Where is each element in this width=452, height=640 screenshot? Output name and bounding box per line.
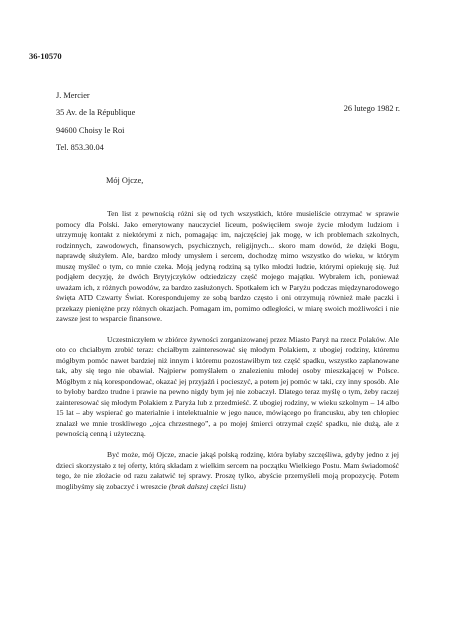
sender-city: 94600 Choisy le Roi: [56, 125, 125, 135]
letter-body: [56, 209, 399, 502]
paragraph-2: Uczestniczyłem w zbiórce żywności zorganizowanej przez Miasto Paryż na rzecz Polaków. Ale oto co chciałbym zrobić teraz: chciałbym zainteresować się młodym Polakiem, z ubogiej rodziny, któremu mógłbym pomóc nawet bardziej niż innym i któremu pozostawiłbym tez część spadku, wszystko zaplanowane tak, aby się tego nie obawiał. Najpierw pomyślałem o znalezieniu młodej osoby mieszkającej w Polsce. Mógłbym z nią korespondować, okazać jej przyjaźń i pocieszyć, a potem jej pomóc w taki, czy inny sposób. Ale to byłoby bardzo trudne i prawie na pewno nigdy bym jej nie zobaczył. Dlatego teraz myślę o tym, żeby raczej zainteresować się młodym Polakiem z Paryża lub z przedmieść. Z ubogiej rodziny, w wieku szkolnym – 14 albo 15 lat – aby wspierać go materialnie i intelektualnie w jego nauce, mówiącego po francusku, aby ten chłopiec znalazł we mnie troskliwego „ojca chrzestnego”, a po mojej śmierci otrzymał część spadku, nie dużą, ale z pewnością cenną i użyteczną.: [56, 334, 399, 439]
sender-phone: Tel. 853.30.04: [56, 142, 104, 152]
sender-name: J. Mercier: [56, 91, 90, 100]
paragraph-3-text: Być może, mój Ojcze, znacie jakąś polską rodzinę, która byłaby szczęśliwa, gdyby jedno z jej dzieci skorzystało z tej oferty, którą składam z wielkim sercem na początku Wielkiego Postu. Mam świadomość tego, że nie złożacie od razu załatwić tej sprawy. Proszę tylko, abyście przemyśleli moją propozycję. Potem moglibyśmy się zobaczyć i wreszcie: [56, 450, 399, 491]
paragraph-1: Ten list z pewnością różni się od tych wszystkich, które musieliście otrzymać w sprawie pomocy dla Polski. Jako emerytowany nauczyciel liceum, poświęciłem swoje życie młodym ludziom i utrzymuję kontakt z niektórymi z nich, pomagając im, najczęściej jak mogę, w ich problemach szkolnych, rodzinnych, zawodowych, finansowych, psychicznych, religijnych... skoro mam dowód, że dzięki Bogu, naprawdę służyłem. Ale, bardzo młody umysłem i sercem, dochodzę mimo wszystko do wieku, w którym muszę myśleć o tym, co mnie czeka. Moją jedyną rodziną są tylko młodzi ludzie, którymi opiekuję się. Już podjąłem decyzję, że dwóch Brytyjczyków odziedziczy część mojego majątku. Wybrałem ich, ponieważ uważam ich, z różnych powodów, za bardzo zasłużonych. Spotkałem ich w Paryżu podczas międzynarodowego święta ATD Czwarty Świat. Korespondujemy ze sobą bardzo często i oni otrzymują również małe paczki i przekazy pieniężne przy różnych okazjach. Pomagam im, pomimo odległości, w miarę swoich możliwości i nie zawsze jest to wsparcie finansowe.: [56, 209, 399, 323]
document-id: 36-10570: [29, 51, 62, 61]
sender-street: 35 Av. de la République: [56, 108, 136, 118]
sender-address-block: [56, 87, 135, 156]
salutation: Mój Ojcze,: [106, 176, 144, 185]
paragraph-3: [56, 450, 399, 492]
continuation-note: (brak dalszej części listu): [168, 481, 246, 491]
letter-date: 26 lutego 1982 r.: [343, 104, 400, 113]
